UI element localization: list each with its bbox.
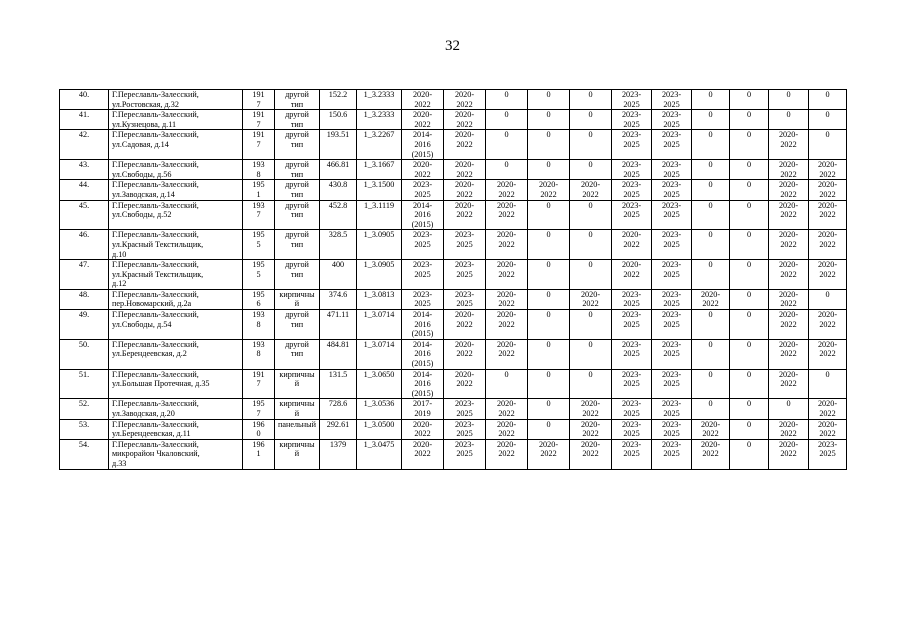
- table-row: [60, 180, 847, 200]
- work-period-8-cell: 2020- 2022: [692, 439, 730, 469]
- build-year-cell: 195 6: [243, 289, 275, 309]
- work-period-5-cell: 2020- 2022: [570, 399, 612, 419]
- work-period-1-cell: 2014- 2016 (2015): [402, 310, 444, 340]
- table-row: [60, 339, 847, 369]
- work-period-11-cell: 2020- 2022: [809, 200, 847, 230]
- work-period-10-cell: 2020- 2022: [769, 289, 809, 309]
- wall-material-cell: кирпичны й: [275, 439, 320, 469]
- work-period-11-cell: 0: [809, 289, 847, 309]
- work-period-3-cell: 0: [486, 130, 528, 160]
- work-period-5-cell: 2020- 2022: [570, 419, 612, 439]
- work-period-1-cell: 2020- 2022: [402, 90, 444, 110]
- row-number-cell: 42.: [60, 130, 109, 160]
- address-cell: Г.Переславль-Залесский, ул.Свободы, д.52: [109, 200, 243, 230]
- build-year-cell: 195 1: [243, 180, 275, 200]
- work-period-8-cell: 0: [692, 90, 730, 110]
- work-period-5-cell: 0: [570, 339, 612, 369]
- work-period-9-cell: 0: [730, 369, 769, 399]
- build-year-cell: 193 8: [243, 339, 275, 369]
- work-period-3-cell: 2020- 2022: [486, 200, 528, 230]
- address-cell: Г.Переславль-Залесский, пер.Новомарский, д.2а: [109, 289, 243, 309]
- work-period-3-cell: 2020- 2022: [486, 260, 528, 290]
- build-year-cell: 191 7: [243, 130, 275, 160]
- priority-index-cell: 1_3.0500: [357, 419, 402, 439]
- row-number-cell: 52.: [60, 399, 109, 419]
- work-period-4-cell: 0: [528, 110, 570, 130]
- work-period-6-cell: 2023- 2025: [612, 339, 652, 369]
- build-year-cell: 196 1: [243, 439, 275, 469]
- work-period-6-cell: 2023- 2025: [612, 289, 652, 309]
- table-row: [60, 260, 847, 290]
- work-period-10-cell: 0: [769, 399, 809, 419]
- work-period-7-cell: 2023- 2025: [652, 260, 692, 290]
- work-period-10-cell: 2020- 2022: [769, 369, 809, 399]
- work-period-3-cell: 2020- 2022: [486, 399, 528, 419]
- work-period-4-cell: 0: [528, 230, 570, 260]
- priority-index-cell: 1_3.0714: [357, 339, 402, 369]
- address-cell: Г.Переславль-Залесский, ул.Заводская, д.20: [109, 399, 243, 419]
- work-period-8-cell: 0: [692, 310, 730, 340]
- work-period-2-cell: 2023- 2025: [444, 260, 486, 290]
- wall-material-cell: другой тип: [275, 339, 320, 369]
- work-period-6-cell: 2023- 2025: [612, 90, 652, 110]
- work-period-11-cell: 2020- 2022: [809, 160, 847, 180]
- build-year-cell: 191 7: [243, 90, 275, 110]
- build-year-cell: 193 8: [243, 160, 275, 180]
- build-year-cell: 195 7: [243, 399, 275, 419]
- work-period-9-cell: 0: [730, 160, 769, 180]
- work-period-1-cell: 2020- 2022: [402, 439, 444, 469]
- work-period-4-cell: 0: [528, 399, 570, 419]
- table-row: [60, 200, 847, 230]
- priority-index-cell: 1_3.0813: [357, 289, 402, 309]
- address-cell: Г.Переславль-Залесский, ул.Кузнецова, д.11: [109, 110, 243, 130]
- priority-index-cell: 1_3.0905: [357, 230, 402, 260]
- work-period-10-cell: 2020- 2022: [769, 180, 809, 200]
- work-period-2-cell: 2023- 2025: [444, 230, 486, 260]
- build-year-cell: 191 7: [243, 369, 275, 399]
- work-period-10-cell: 2020- 2022: [769, 310, 809, 340]
- work-period-1-cell: 2014- 2016 (2015): [402, 200, 444, 230]
- address-cell: Г.Переславль-Залесский, ул.Красный Текстильщик, д.12: [109, 260, 243, 290]
- priority-index-cell: 1_3.0905: [357, 260, 402, 290]
- work-period-11-cell: 2020- 2022: [809, 399, 847, 419]
- work-period-8-cell: 2020- 2022: [692, 289, 730, 309]
- work-period-7-cell: 2023- 2025: [652, 180, 692, 200]
- work-period-8-cell: 2020- 2022: [692, 419, 730, 439]
- area-cell: 400: [320, 260, 357, 290]
- build-year-cell: 193 8: [243, 310, 275, 340]
- area-cell: 328.5: [320, 230, 357, 260]
- area-cell: 471.11: [320, 310, 357, 340]
- priority-index-cell: 1_3.1119: [357, 200, 402, 230]
- work-period-9-cell: 0: [730, 180, 769, 200]
- address-cell: Г.Переславль-Залесский, ул.Берендеевская, д.2: [109, 339, 243, 369]
- work-period-11-cell: 0: [809, 110, 847, 130]
- page-number: 32: [445, 38, 460, 54]
- work-period-2-cell: 2020- 2022: [444, 90, 486, 110]
- address-cell: Г.Переславль-Залесский, микрорайон Чкаловский, д.33: [109, 439, 243, 469]
- work-period-2-cell: 2020- 2022: [444, 160, 486, 180]
- table-row: [60, 110, 847, 130]
- work-period-3-cell: 2020- 2022: [486, 439, 528, 469]
- wall-material-cell: кирпичны й: [275, 399, 320, 419]
- work-period-2-cell: 2020- 2022: [444, 310, 486, 340]
- work-period-6-cell: 2023- 2025: [612, 110, 652, 130]
- work-period-9-cell: 0: [730, 230, 769, 260]
- work-period-3-cell: 0: [486, 369, 528, 399]
- work-period-4-cell: 2020- 2022: [528, 180, 570, 200]
- table-row: [60, 289, 847, 309]
- table-row: [60, 160, 847, 180]
- work-period-8-cell: 0: [692, 339, 730, 369]
- area-cell: 1379: [320, 439, 357, 469]
- work-period-3-cell: 0: [486, 160, 528, 180]
- work-period-4-cell: 0: [528, 419, 570, 439]
- table-row: [60, 419, 847, 439]
- work-period-3-cell: 0: [486, 90, 528, 110]
- work-period-6-cell: 2023- 2025: [612, 200, 652, 230]
- work-period-1-cell: 2014- 2016 (2015): [402, 339, 444, 369]
- work-period-6-cell: 2023- 2025: [612, 160, 652, 180]
- wall-material-cell: другой тип: [275, 200, 320, 230]
- area-cell: 152.2: [320, 90, 357, 110]
- work-period-10-cell: 2020- 2022: [769, 339, 809, 369]
- work-period-11-cell: 0: [809, 130, 847, 160]
- build-year-cell: 193 7: [243, 200, 275, 230]
- work-period-4-cell: 0: [528, 200, 570, 230]
- area-cell: 131.5: [320, 369, 357, 399]
- wall-material-cell: другой тип: [275, 110, 320, 130]
- work-period-7-cell: 2023- 2025: [652, 339, 692, 369]
- work-period-4-cell: 0: [528, 289, 570, 309]
- work-period-1-cell: 2014- 2016 (2015): [402, 130, 444, 160]
- work-period-7-cell: 2023- 2025: [652, 130, 692, 160]
- row-number-cell: 47.: [60, 260, 109, 290]
- work-period-5-cell: 0: [570, 110, 612, 130]
- table-row: [60, 230, 847, 260]
- work-period-5-cell: 2020- 2022: [570, 180, 612, 200]
- work-period-6-cell: 2023- 2025: [612, 399, 652, 419]
- work-period-9-cell: 0: [730, 90, 769, 110]
- work-period-3-cell: 2020- 2022: [486, 419, 528, 439]
- area-cell: 466.81: [320, 160, 357, 180]
- wall-material-cell: панельный: [275, 419, 320, 439]
- wall-material-cell: другой тип: [275, 180, 320, 200]
- table-row: [60, 399, 847, 419]
- work-period-10-cell: 2020- 2022: [769, 439, 809, 469]
- table-row: [60, 310, 847, 340]
- work-period-9-cell: 0: [730, 399, 769, 419]
- work-period-5-cell: 0: [570, 90, 612, 110]
- work-period-11-cell: 2020- 2022: [809, 339, 847, 369]
- work-period-6-cell: 2023- 2025: [612, 439, 652, 469]
- row-number-cell: 49.: [60, 310, 109, 340]
- area-cell: 292.61: [320, 419, 357, 439]
- area-cell: 484.81: [320, 339, 357, 369]
- area-cell: 374.6: [320, 289, 357, 309]
- row-number-cell: 51.: [60, 369, 109, 399]
- build-year-cell: 191 7: [243, 110, 275, 130]
- work-period-5-cell: 2020- 2022: [570, 439, 612, 469]
- work-period-10-cell: 2020- 2022: [769, 260, 809, 290]
- wall-material-cell: другой тип: [275, 160, 320, 180]
- priority-index-cell: 1_3.0536: [357, 399, 402, 419]
- work-period-7-cell: 2023- 2025: [652, 90, 692, 110]
- work-period-9-cell: 0: [730, 260, 769, 290]
- wall-material-cell: другой тип: [275, 230, 320, 260]
- work-period-10-cell: 2020- 2022: [769, 130, 809, 160]
- area-cell: 452.8: [320, 200, 357, 230]
- work-period-10-cell: 2020- 2022: [769, 419, 809, 439]
- row-number-cell: 50.: [60, 339, 109, 369]
- housing-repair-schedule-table: [59, 89, 847, 470]
- priority-index-cell: 1_3.2333: [357, 90, 402, 110]
- work-period-4-cell: 0: [528, 160, 570, 180]
- work-period-6-cell: 2020- 2022: [612, 260, 652, 290]
- work-period-5-cell: 0: [570, 130, 612, 160]
- row-number-cell: 53.: [60, 419, 109, 439]
- work-period-1-cell: 2023- 2025: [402, 230, 444, 260]
- row-number-cell: 43.: [60, 160, 109, 180]
- priority-index-cell: 1_3.0650: [357, 369, 402, 399]
- work-period-2-cell: 2020- 2022: [444, 130, 486, 160]
- work-period-6-cell: 2023- 2025: [612, 369, 652, 399]
- row-number-cell: 41.: [60, 110, 109, 130]
- work-period-10-cell: 0: [769, 90, 809, 110]
- work-period-9-cell: 0: [730, 200, 769, 230]
- work-period-6-cell: 2023- 2025: [612, 310, 652, 340]
- wall-material-cell: кирпичны й: [275, 289, 320, 309]
- wall-material-cell: другой тип: [275, 90, 320, 110]
- work-period-10-cell: 0: [769, 110, 809, 130]
- work-period-7-cell: 2023- 2025: [652, 369, 692, 399]
- work-period-5-cell: 0: [570, 369, 612, 399]
- row-number-cell: 48.: [60, 289, 109, 309]
- work-period-9-cell: 0: [730, 289, 769, 309]
- work-period-1-cell: 2023- 2025: [402, 260, 444, 290]
- address-cell: Г.Переславль-Залесский, ул.Свободы, д.56: [109, 160, 243, 180]
- work-period-6-cell: 2023- 2025: [612, 130, 652, 160]
- work-period-11-cell: 2020- 2022: [809, 230, 847, 260]
- work-period-3-cell: 0: [486, 110, 528, 130]
- work-period-9-cell: 0: [730, 439, 769, 469]
- work-period-4-cell: 0: [528, 339, 570, 369]
- work-period-4-cell: 0: [528, 310, 570, 340]
- work-period-5-cell: 0: [570, 160, 612, 180]
- wall-material-cell: кирпичны й: [275, 369, 320, 399]
- work-period-1-cell: 2017- 2019: [402, 399, 444, 419]
- table-row: [60, 130, 847, 160]
- work-period-7-cell: 2023- 2025: [652, 289, 692, 309]
- work-period-3-cell: 2020- 2022: [486, 310, 528, 340]
- work-period-2-cell: 2023- 2025: [444, 289, 486, 309]
- row-number-cell: 46.: [60, 230, 109, 260]
- address-cell: Г.Переславль-Залесский, ул.Берендеевская, д.11: [109, 419, 243, 439]
- work-period-6-cell: 2023- 2025: [612, 180, 652, 200]
- work-period-4-cell: 0: [528, 90, 570, 110]
- priority-index-cell: 1_3.0475: [357, 439, 402, 469]
- work-period-1-cell: 2023- 2025: [402, 289, 444, 309]
- address-cell: Г.Переславль-Залесский, ул.Свободы, д.54: [109, 310, 243, 340]
- wall-material-cell: другой тип: [275, 130, 320, 160]
- work-period-7-cell: 2023- 2025: [652, 419, 692, 439]
- work-period-3-cell: 2020- 2022: [486, 230, 528, 260]
- row-number-cell: 45.: [60, 200, 109, 230]
- work-period-5-cell: 0: [570, 310, 612, 340]
- area-cell: 430.8: [320, 180, 357, 200]
- work-period-8-cell: 0: [692, 369, 730, 399]
- work-period-5-cell: 0: [570, 230, 612, 260]
- wall-material-cell: другой тип: [275, 310, 320, 340]
- work-period-8-cell: 0: [692, 200, 730, 230]
- work-period-11-cell: 2020- 2022: [809, 310, 847, 340]
- row-number-cell: 54.: [60, 439, 109, 469]
- work-period-2-cell: 2023- 2025: [444, 419, 486, 439]
- work-period-11-cell: 2020- 2022: [809, 180, 847, 200]
- work-period-7-cell: 2023- 2025: [652, 399, 692, 419]
- area-cell: 193.51: [320, 130, 357, 160]
- work-period-8-cell: 0: [692, 130, 730, 160]
- area-cell: 728.6: [320, 399, 357, 419]
- work-period-9-cell: 0: [730, 339, 769, 369]
- address-cell: Г.Переславль-Залесский, ул.Садовая, д.14: [109, 130, 243, 160]
- work-period-4-cell: 2020- 2022: [528, 439, 570, 469]
- work-period-11-cell: 0: [809, 90, 847, 110]
- work-period-1-cell: 2020- 2022: [402, 419, 444, 439]
- priority-index-cell: 1_3.1500: [357, 180, 402, 200]
- work-period-9-cell: 0: [730, 110, 769, 130]
- work-period-8-cell: 0: [692, 110, 730, 130]
- build-year-cell: 195 5: [243, 230, 275, 260]
- build-year-cell: 195 5: [243, 260, 275, 290]
- work-period-11-cell: 2020- 2022: [809, 419, 847, 439]
- work-period-3-cell: 2020- 2022: [486, 339, 528, 369]
- work-period-6-cell: 2023- 2025: [612, 419, 652, 439]
- work-period-8-cell: 0: [692, 230, 730, 260]
- work-period-1-cell: 2020- 2022: [402, 110, 444, 130]
- address-cell: Г.Переславль-Залесский, ул.Красный Текстильщик, д.10: [109, 230, 243, 260]
- row-number-cell: 40.: [60, 90, 109, 110]
- work-period-4-cell: 0: [528, 369, 570, 399]
- work-period-2-cell: 2020- 2022: [444, 110, 486, 130]
- work-period-9-cell: 0: [730, 419, 769, 439]
- work-period-5-cell: 0: [570, 200, 612, 230]
- work-period-2-cell: 2023- 2025: [444, 399, 486, 419]
- priority-index-cell: 1_3.1667: [357, 160, 402, 180]
- build-year-cell: 196 0: [243, 419, 275, 439]
- work-period-2-cell: 2020- 2022: [444, 200, 486, 230]
- work-period-9-cell: 0: [730, 130, 769, 160]
- work-period-7-cell: 2023- 2025: [652, 160, 692, 180]
- work-period-3-cell: 2020- 2022: [486, 180, 528, 200]
- work-period-7-cell: 2023- 2025: [652, 439, 692, 469]
- work-period-11-cell: 2020- 2022: [809, 260, 847, 290]
- work-period-5-cell: 2020- 2022: [570, 289, 612, 309]
- work-period-11-cell: 0: [809, 369, 847, 399]
- table-row: [60, 369, 847, 399]
- priority-index-cell: 1_3.2267: [357, 130, 402, 160]
- priority-index-cell: 1_3.0714: [357, 310, 402, 340]
- address-cell: Г.Переславль-Залесский, ул.Большая Протечная, д.35: [109, 369, 243, 399]
- row-number-cell: 44.: [60, 180, 109, 200]
- work-period-8-cell: 0: [692, 160, 730, 180]
- work-period-7-cell: 2023- 2025: [652, 200, 692, 230]
- priority-index-cell: 1_3.2333: [357, 110, 402, 130]
- work-period-2-cell: 2023- 2025: [444, 439, 486, 469]
- address-cell: Г.Переславль-Залесский, ул.Заводская, д.14: [109, 180, 243, 200]
- work-period-1-cell: 2020- 2022: [402, 160, 444, 180]
- work-period-7-cell: 2023- 2025: [652, 310, 692, 340]
- address-cell: Г.Переславль-Залесский, ул.Ростовская, д.32: [109, 90, 243, 110]
- wall-material-cell: другой тип: [275, 260, 320, 290]
- work-period-7-cell: 2023- 2025: [652, 110, 692, 130]
- work-period-6-cell: 2020- 2022: [612, 230, 652, 260]
- work-period-2-cell: 2020- 2022: [444, 369, 486, 399]
- work-period-8-cell: 0: [692, 399, 730, 419]
- work-period-7-cell: 2023- 2025: [652, 230, 692, 260]
- work-period-10-cell: 2020- 2022: [769, 230, 809, 260]
- work-period-9-cell: 0: [730, 310, 769, 340]
- table-row: [60, 439, 847, 469]
- work-period-10-cell: 2020- 2022: [769, 160, 809, 180]
- work-period-4-cell: 0: [528, 260, 570, 290]
- work-period-1-cell: 2023- 2025: [402, 180, 444, 200]
- table-row: [60, 90, 847, 110]
- work-period-4-cell: 0: [528, 130, 570, 160]
- work-period-10-cell: 2020- 2022: [769, 200, 809, 230]
- work-period-8-cell: 0: [692, 260, 730, 290]
- work-period-8-cell: 0: [692, 180, 730, 200]
- work-period-5-cell: 0: [570, 260, 612, 290]
- work-period-2-cell: 2020- 2022: [444, 180, 486, 200]
- work-period-2-cell: 2020- 2022: [444, 339, 486, 369]
- work-period-1-cell: 2014- 2016 (2015): [402, 369, 444, 399]
- area-cell: 150.6: [320, 110, 357, 130]
- work-period-3-cell: 2020- 2022: [486, 289, 528, 309]
- work-period-11-cell: 2023- 2025: [809, 439, 847, 469]
